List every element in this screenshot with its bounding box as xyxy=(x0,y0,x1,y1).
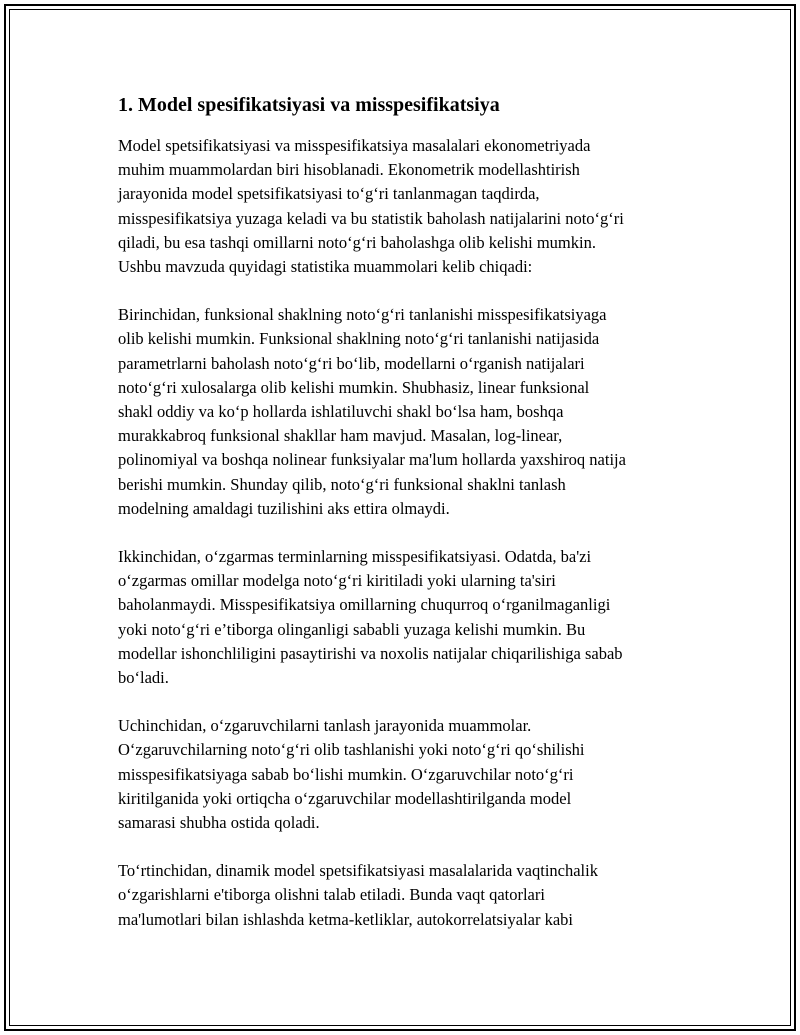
paragraph-third: Uchinchidan, o‘zgaruvchilarni tanlash jarayonida muammolar. O‘zgaruvchilarning noto‘g‘ri olib tashlanishi yoki noto‘g‘ri qo‘shilishi misspesifikatsiyaga sabab bo‘lishi mumkin. O‘zgaruvchilar noto‘g‘ri kiritilganida yoki ortiqcha o‘zgaruvchilar modellashtirilganda model samarasi shubha ostida qoladi. xyxy=(118,716,585,833)
paragraph-fourth: To‘rtinchidan, dinamik model spetsifikatsiyasi masalalarida vaqtinchalik o‘zgarishlarni e'tiborga olishni talab etiladi. Bunda vaqt qatorlari ma'lumotlari bilan ishlashda ketma-ketliklar, autokorrelatsiyalar kabi xyxy=(118,861,598,929)
section-heading: 1. Model spesifikatsiyasi va misspesifikatsiya xyxy=(118,94,500,116)
document-body xyxy=(118,90,698,956)
paragraph-intro: Model spetsifikatsiyasi va misspesifikatsiya masalalari ekonometriyada muhim muammolardan biri hisoblanadi. Ekonometrik modellashtirish jarayonida model spetsifikatsiyasi to‘g‘ri tanlanmagan taqdirda, misspesifikatsiya yuzaga keladi va bu statistik baholash natijalarini noto‘g‘ri qiladi, bu esa tashqi omillarni noto‘g‘ri baholashga olib kelishi mumkin. Ushbu mavzuda quyidagi statistika muammolari kelib chiqadi: xyxy=(118,136,624,277)
paragraph-first: Birinchidan, funksional shaklning noto‘g‘ri tanlanishi misspesifikatsiyaga olib kelishi mumkin. Funksional shaklning noto‘g‘ri tanlanishi natijasida parametrlarni baholash noto‘g‘ri bo‘lib, modellarni o‘rganish natijalari noto‘g‘ri xulosalarga olib kelishi mumkin. Shubhasiz, linear funksional shakl oddiy va ko‘p hollarda ishlatiluvchi shakl bo‘lsa ham, boshqa murakkabroq funksional shakllar ham mavjud. Masalan, log-linear, polinomiyal va boshqa nolinear funksiyalar ma'lum hollarda yaxshiroq natija berishi mumkin. Shunday qilib, noto‘g‘ri funksional shaklni tanlash modelning amaldagi tuzilishini aks ettira olmaydi. xyxy=(118,305,626,518)
paragraph-second: Ikkinchidan, o‘zgarmas terminlarning misspesifikatsiyasi. Odatda, ba'zi o‘zgarmas omillar modelga noto‘g‘ri kiritiladi yoki ularning ta'siri baholanmaydi. Misspesifikatsiya omillarning chuqurroq o‘rganilmaganligi yoki noto‘g‘ri e’tiborga olinganligi sababli yuzaga kelishi mumkin. Bu modellar ishonchliligini pasaytirishi va noxolis natijalar chiqarilishiga sabab bo‘ladi. xyxy=(118,547,623,688)
